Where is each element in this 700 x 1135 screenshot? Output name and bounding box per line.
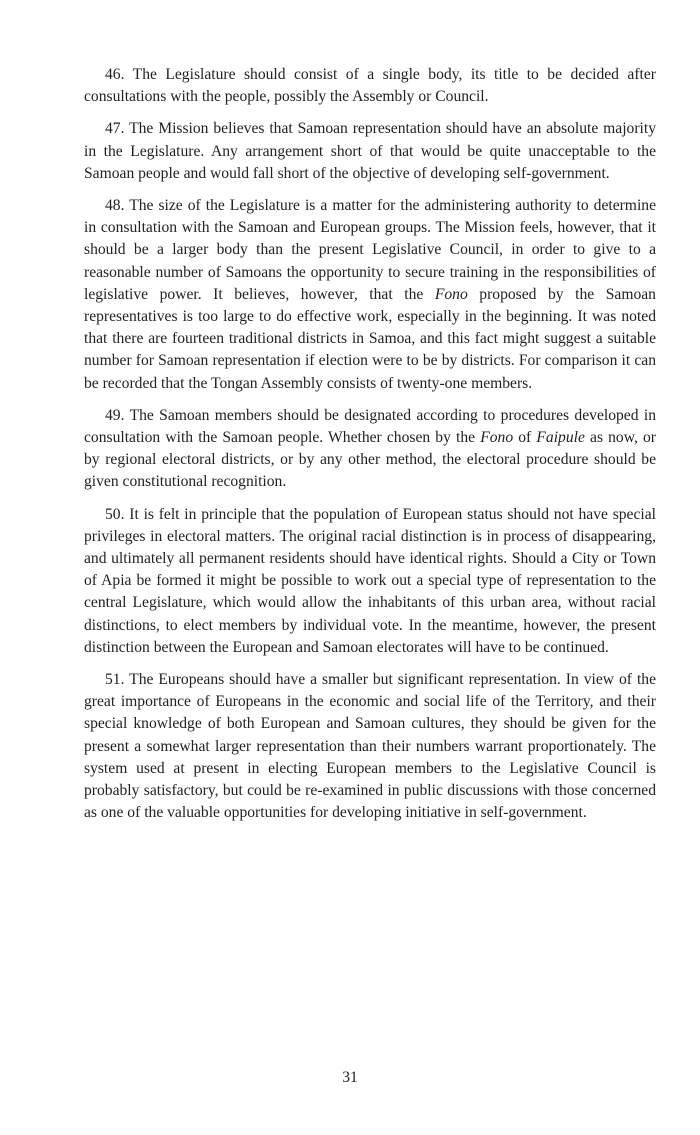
paragraph-text: 48. The size of the Legislature is a matter for the administering authority to determine in consultation with the Samoan and European groups. The Mission feels, however, that it should be a larger body than the present Legislative Council, in order to give to a reasonable number of Samoans the opportunity to secure training in the responsibilities of legislative power. It believes, however, that the <box>84 197 656 303</box>
paragraph-47 <box>84 118 656 185</box>
paragraph-text: 47. The Mission believes that Samoan representation should have an absolute majority in the Legislature. Any arrangement short of that would be quite unacceptable to the Samoan people and would fall short of the objective of developing self-government. <box>84 120 656 182</box>
paragraph-text: 46. The Legislature should consist of a single body, its title to be decided after consultations with the people, possibly the Assembly or Council. <box>84 66 656 106</box>
paragraph-text: as now, or by regional electoral districts, or by any other method, the electoral procedure should be given constitutional recognition. <box>84 429 656 491</box>
italic-term-fono: Fono <box>480 429 514 447</box>
paragraph-48 <box>84 195 656 395</box>
italic-term-fono: Fono <box>434 285 468 303</box>
paragraph-50 <box>84 504 656 659</box>
paragraph-text: 51. The Europeans should have a smaller but significant representation. In view of the great importance of Europeans in the economic and social life of the Territory, and their special knowledge of both European and Samoan cultures, they should be given for the present a somewhat larger representation than their numbers warrant proportionately. The system used at present in electing European members to the Legislative Council is probably satisfactory, but could be re-examined in public discussions with those concerned as one of the valuable opportunities for developing initiative in self-government. <box>84 671 656 822</box>
paragraph-text: 49. The Samoan members should be designated according to procedures developed in consultation with the Samoan people. Whether chosen by the <box>84 406 656 447</box>
document-body <box>84 64 656 835</box>
paragraph-text: 50. It is felt in principle that the population of European status should not have special privileges in electoral matters. The original racial distinction is in process of disappearing, and ultimately all permanent residents should have identical rights. Should a City or Town of Apia be formed it might be possible to work out a special type of representation to the central Legislature, which would allow the inhabitants of this urban area, without racial distinctions, to elect members by individual vote. In the meantime, however, the present distinction between the European and Samoan electorates will have to be continued. <box>84 505 656 656</box>
paragraph-46 <box>84 64 656 108</box>
page-number: 31 <box>342 1069 358 1086</box>
paragraph-text: of <box>513 429 537 447</box>
italic-term-faipule: Faipule <box>536 429 585 447</box>
paragraph-text: proposed by the Samoan representatives is too large to do effective work, especially in the beginning. It was noted that there are fourteen traditional districts in Samoa, and this fact might suggest a suitable number for Samoan representation if election were to be by districts. For comparison it can be recorded that the Tongan Assembly consists of twenty-one members. <box>84 285 656 392</box>
paragraph-51 <box>84 669 656 824</box>
paragraph-49 <box>84 405 656 494</box>
